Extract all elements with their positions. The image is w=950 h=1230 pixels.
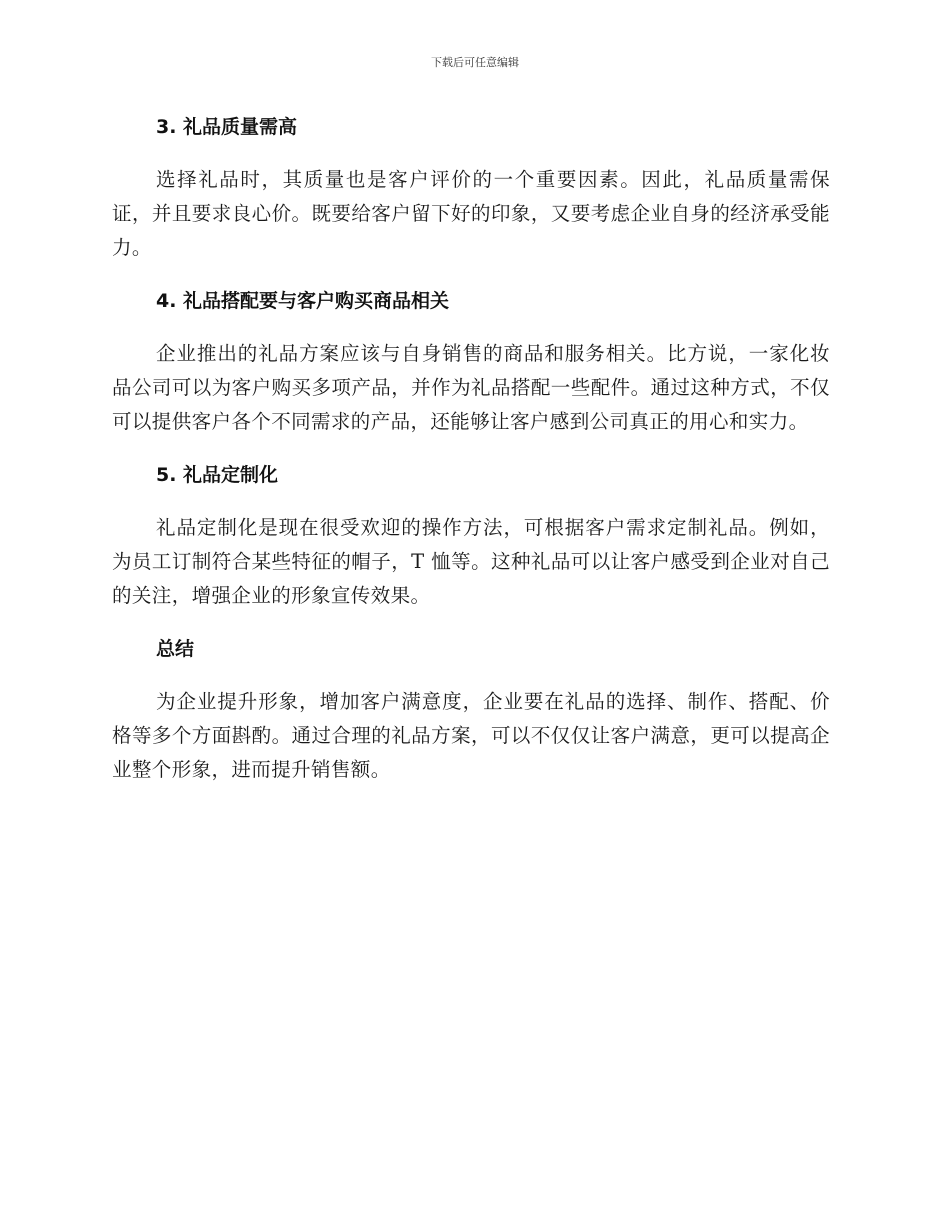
section-heading-customization: 5. 礼品定制化 <box>156 464 279 486</box>
section-heading-quality: 3. 礼品质量需高 <box>156 116 298 138</box>
document-body <box>112 110 830 806</box>
section-paragraph-quality: 选择礼品时，其质量也是客户评价的一个重要因素。因此，礼品质量需保证，并且要求良心价。既要给客户留下好的印象，又要考虑企业自身的经济承受能力。 <box>112 168 830 259</box>
page-header: 下载后可任意编辑 <box>431 56 519 69</box>
section-heading-summary: 总结 <box>156 638 195 660</box>
section-heading-matching: 4. 礼品搭配要与客户购买商品相关 <box>156 290 450 312</box>
section-paragraph-customization: 礼品定制化是现在很受欢迎的操作方法，可根据客户需求定制礼品。例如，为员工订制符合某些特征的帽子，T 恤等。这种礼品可以让客户感受到企业对自己的关注，增强企业的形象宣传效果。 <box>112 516 830 607</box>
section-paragraph-summary: 为企业提升形象，增加客户满意度，企业要在礼品的选择、制作、搭配、价格等多个方面斟酌。通过合理的礼品方案，可以不仅仅让客户满意，更可以提高企业整个形象，进而提升销售额。 <box>112 690 830 781</box>
section-paragraph-matching: 企业推出的礼品方案应该与自身销售的商品和服务相关。比方说，一家化妆品公司可以为客户购买多项产品，并作为礼品搭配一些配件。通过这种方式，不仅可以提供客户各个不同需求的产品，还能够让客户感到公司真正的用心和实力。 <box>112 342 830 433</box>
